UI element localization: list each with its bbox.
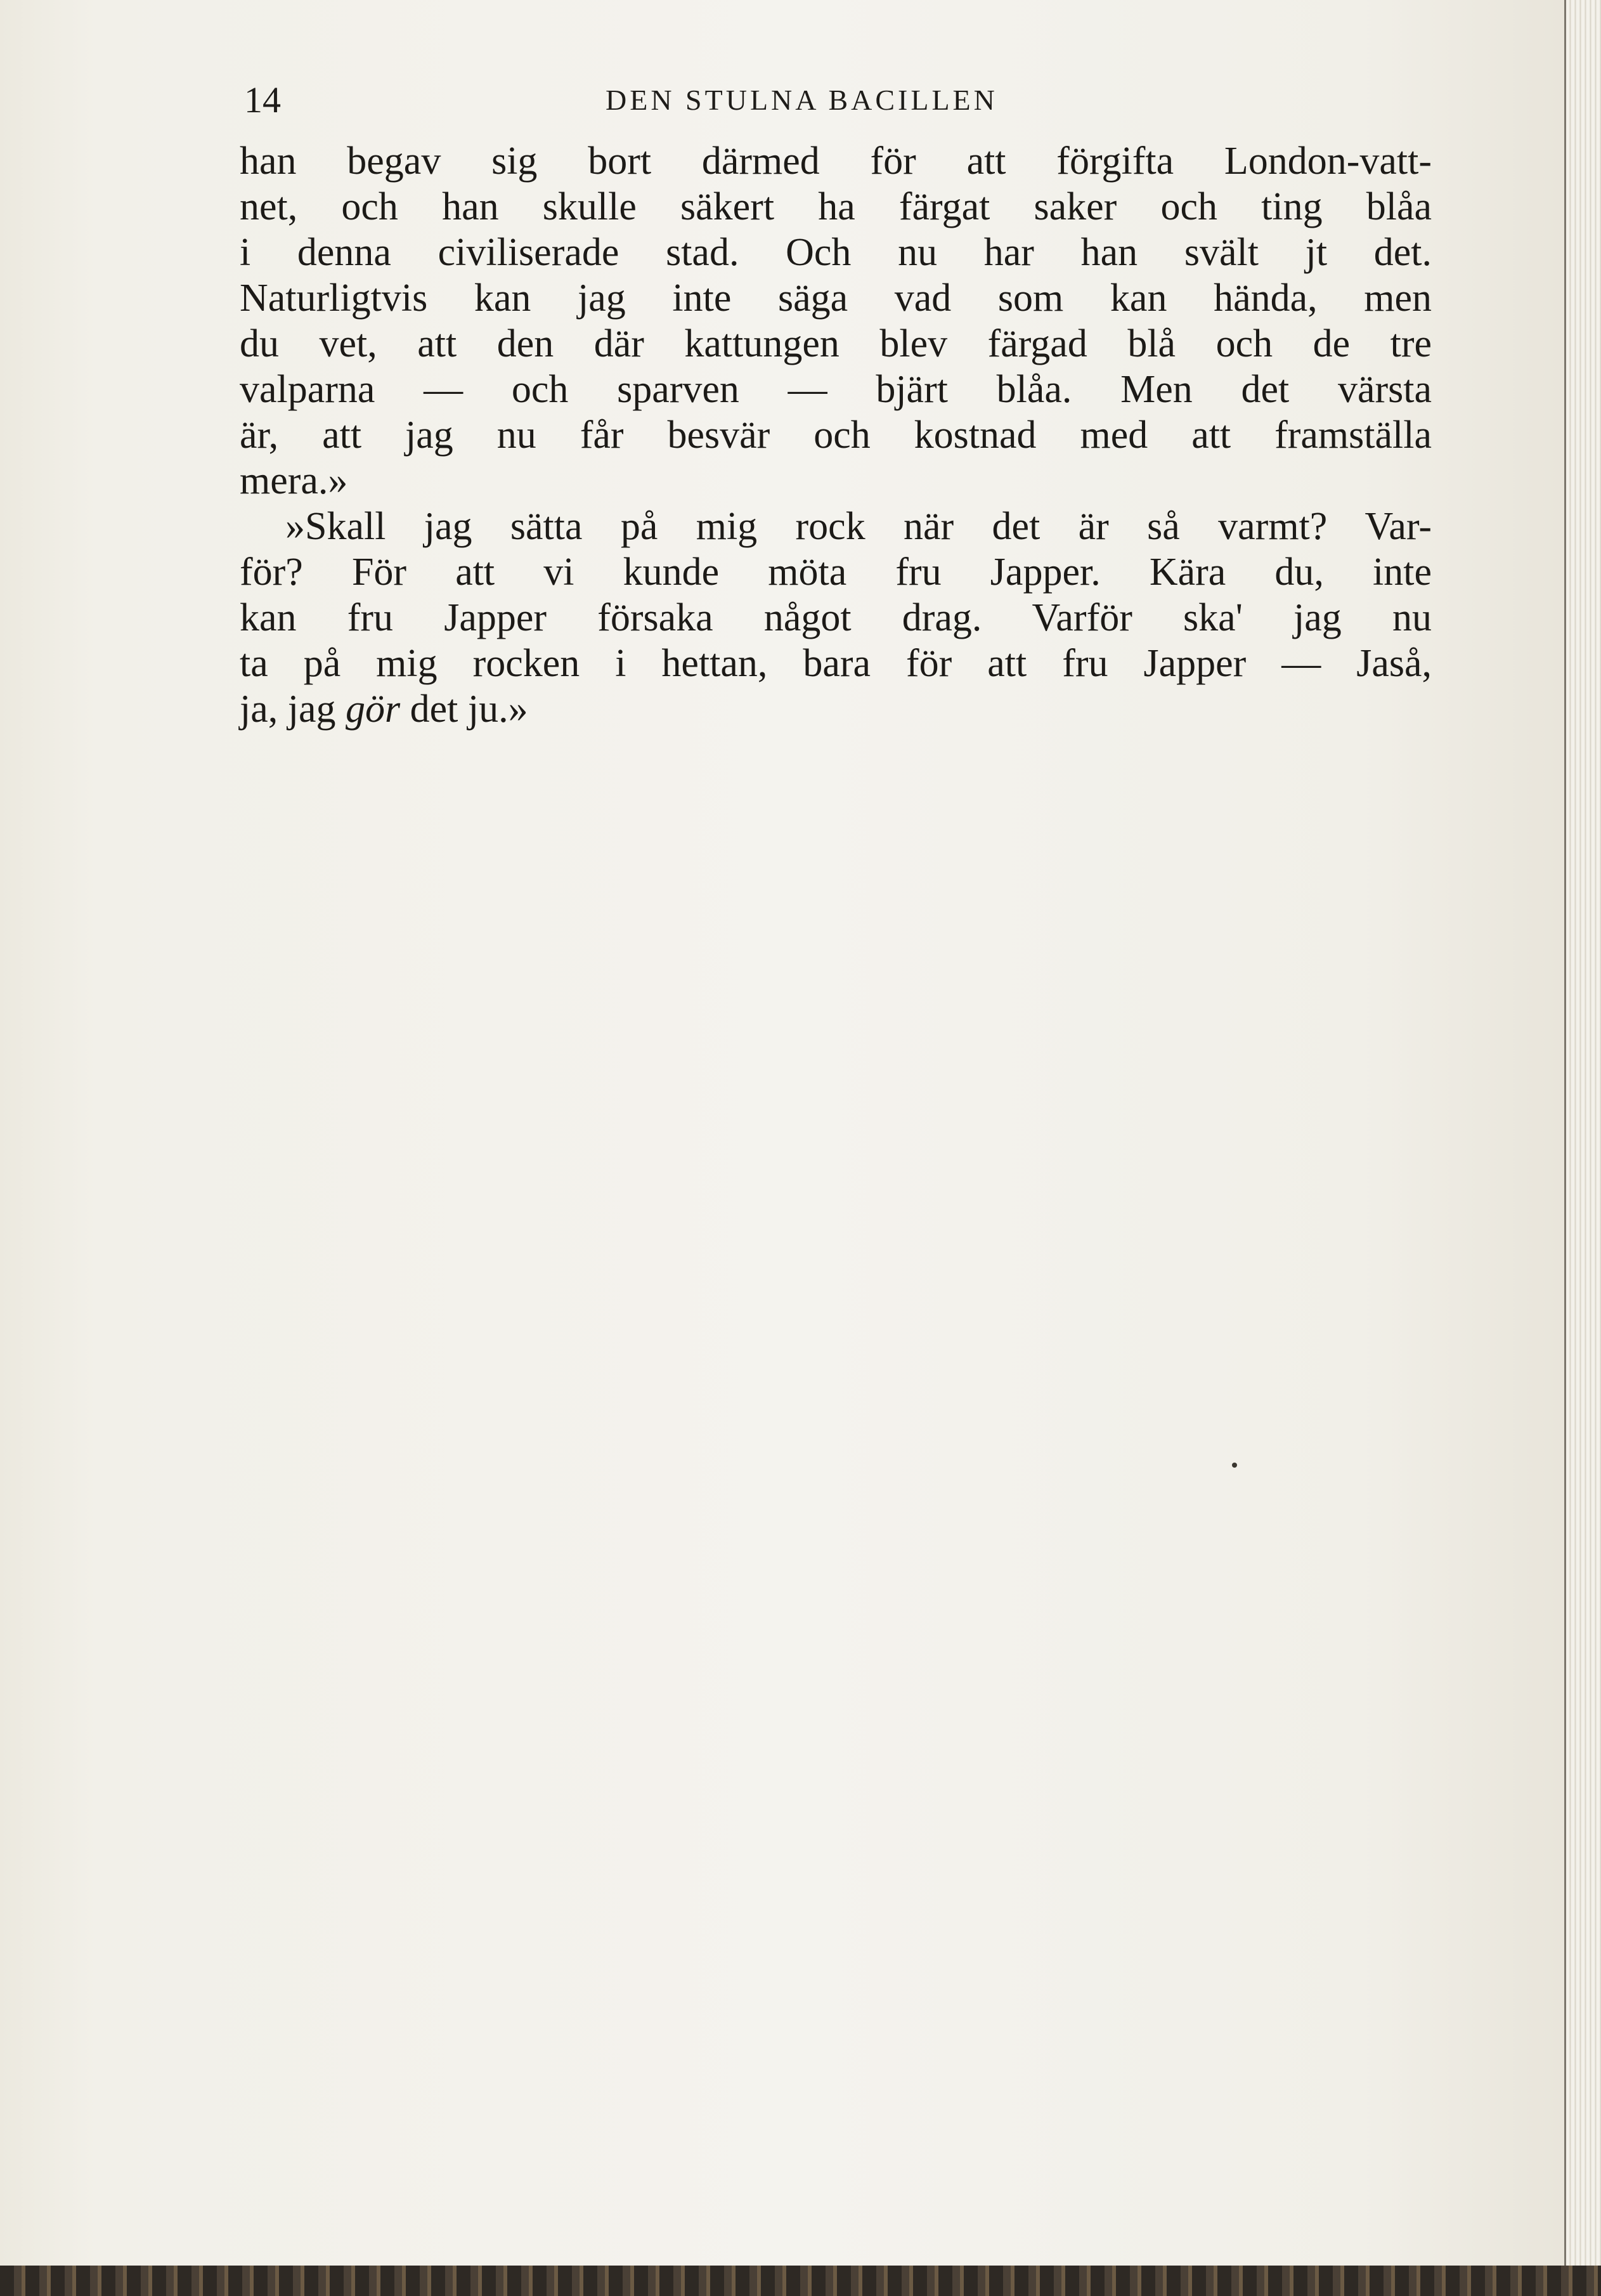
- text-line: net, och han skulle säkert ha färgat saker och ting blåa: [240, 185, 1432, 228]
- text-line: [240, 686, 1432, 732]
- text-line: kan fru Japper försaka något drag. Varför ska' jag nu: [240, 596, 1432, 639]
- text-run: det ju.»: [400, 688, 528, 731]
- paragraph-2: [240, 504, 1432, 732]
- page-number: 14: [244, 79, 281, 121]
- paragraph-1: [240, 138, 1432, 504]
- print-speck: [1232, 1463, 1237, 1468]
- emphasized-word: gör: [346, 688, 401, 731]
- body-text: [240, 138, 1432, 732]
- text-line: i denna civiliserade stad. Och nu har han svält jt det.: [240, 231, 1432, 274]
- page-edge-stack: [1564, 0, 1601, 2296]
- text-line: du vet, att den där kattungen blev färgad blå och de tre: [240, 322, 1432, 365]
- running-head: [244, 75, 1436, 126]
- text-line: är, att jag nu får besvär och kostnad med att framställa: [240, 414, 1432, 457]
- text-run: ja, jag: [240, 688, 346, 731]
- text-line: Naturligtvis kan jag inte säga vad som kan hända, men: [240, 277, 1432, 320]
- text-line: valparna — och sparven — bjärt blåa. Men det värsta: [240, 368, 1432, 411]
- book-cover-edge: [0, 2266, 1601, 2296]
- text-line: ta på mig rocken i hettan, bara för att fru Japper — Jaså,: [240, 642, 1432, 685]
- text-line: mera.»: [240, 459, 348, 502]
- text-line: för? För att vi kunde möta fru Japper. Kära du, inte: [240, 551, 1432, 594]
- text-line: »Skall jag sätta på mig rock när det är så varmt? Var-: [285, 505, 1432, 548]
- book-title: DEN STULNA BACILLEN: [606, 84, 998, 116]
- text-line: han begav sig bort därmed för att förgifta London-vatt-: [240, 140, 1432, 183]
